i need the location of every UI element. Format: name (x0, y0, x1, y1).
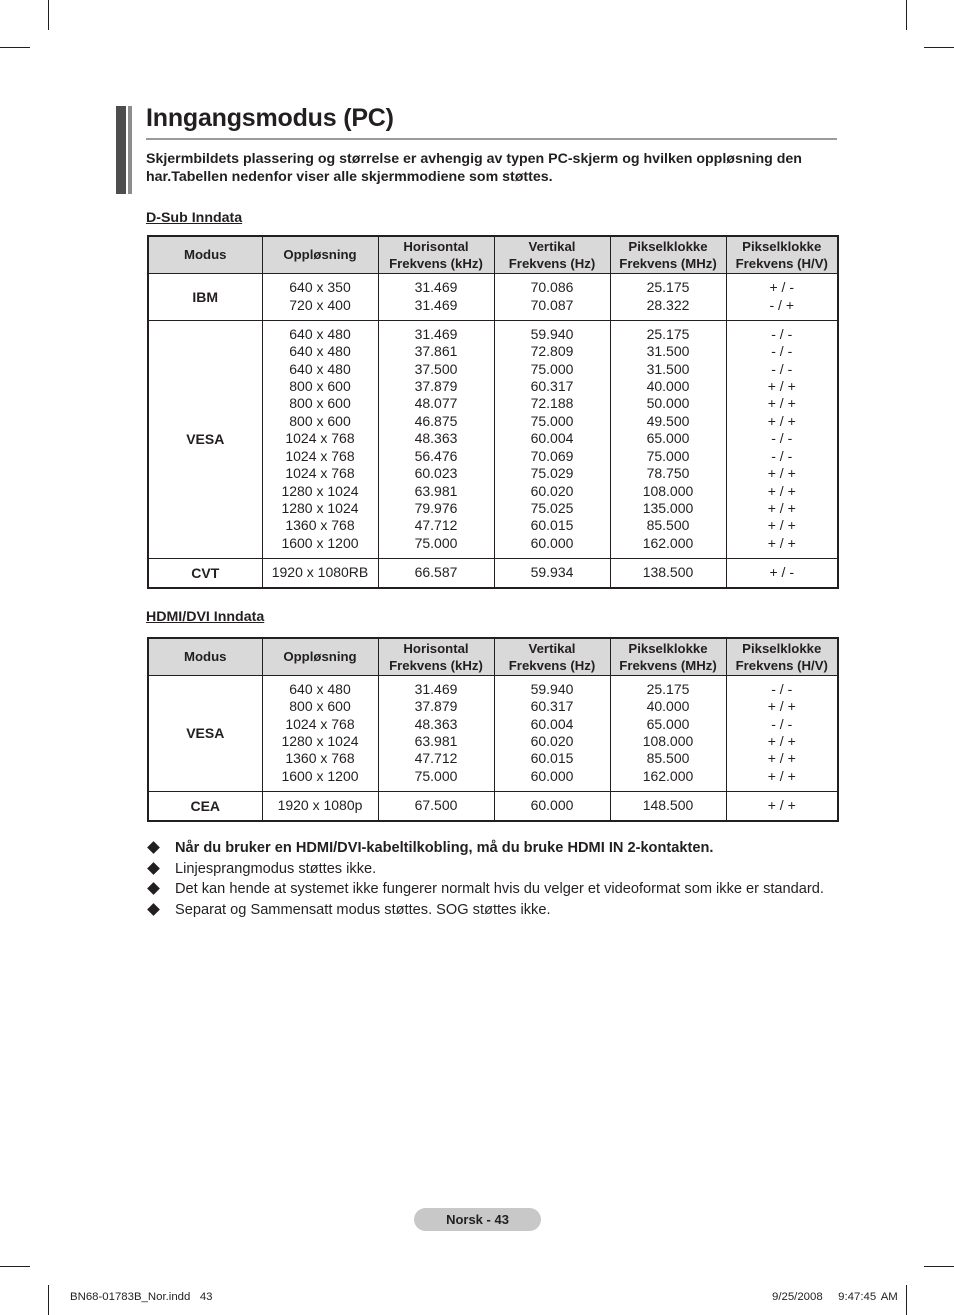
diamond-bullet-icon (147, 882, 160, 895)
cell-lines: 640 x 480 640 x 480 640 x 480 800 x 600 800 x 600 800 x 600 1024 x 768 1024 x 768 1024 x 768 1280 x 1024 1280 x 1024 1360 x 768 1600 x 1200 (281, 325, 359, 551)
resolution-cell (262, 320, 378, 558)
mode-cell: VESA (148, 320, 262, 558)
table-row (148, 558, 838, 588)
vertical-cell (494, 320, 610, 558)
polarity-cell (726, 791, 838, 821)
cell-lines: 1920 x 1080p (277, 797, 363, 814)
page-title: Inngangsmodus (PC) (146, 104, 394, 132)
pixel-clock-cell (610, 273, 726, 320)
resolution-cell (262, 558, 378, 588)
col-header-resolution: Oppløsning (262, 236, 378, 273)
col-header-polarity: Pikselklokke Frekvens (H/V) (726, 638, 838, 675)
cell-lines: 31.469 37.861 37.500 37.879 48.077 46.875 48.363 56.476 60.023 63.981 79.976 47.712 75.000 (414, 325, 458, 551)
list-item: Når du bruker en HDMI/DVI-kabeltilkobling, må du bruke HDMI IN 2-kontakten. (146, 838, 846, 859)
list-item: Det kan hende at systemet ikke fungerer normalt hvis du velger et videoformat som ikke er standard. (146, 879, 846, 900)
cell-lines: 59.940 72.809 75.000 60.317 72.188 75.000 60.004 70.069 75.029 60.020 75.025 60.015 60.000 (530, 325, 574, 551)
horizontal-cell (378, 558, 494, 588)
table-row (148, 791, 838, 821)
cell-lines: 59.934 (530, 564, 574, 581)
polarity-cell (726, 675, 838, 791)
list-item: Separat og Sammensatt modus støttes. SOG støttes ikke. (146, 900, 846, 921)
vertical-cell (494, 675, 610, 791)
mode-cell: VESA (148, 675, 262, 791)
cell-lines: 66.587 (414, 564, 458, 581)
mode-cell: CEA (148, 791, 262, 821)
dsub-section-label: D-Sub Inndata (146, 210, 243, 226)
cell-lines: 25.175 40.000 65.000 108.000 85.500 162.000 (642, 680, 694, 784)
table-row (148, 675, 838, 791)
cell-lines: 60.000 (530, 797, 574, 814)
cell-lines: + / - - / + (769, 279, 794, 313)
pixel-clock-cell (610, 675, 726, 791)
cell-lines: 67.500 (414, 797, 458, 814)
table-header-row (148, 236, 838, 273)
vertical-cell (494, 558, 610, 588)
intro-text: Skjermbildets plassering og størrelse er avhengig av typen PC-skjerm og hvilken oppløsning den har.Tabellen nedenfor viser alle skjermmodiene som støttes. (146, 151, 802, 185)
col-header-resolution: Oppløsning (262, 638, 378, 675)
crop-mark (0, 47, 30, 48)
col-header-vertical: Vertikal Frekvens (Hz) (494, 638, 610, 675)
cell-lines: 1920 x 1080RB (271, 564, 369, 581)
hdmi-section-label: HDMI/DVI Inndata (146, 609, 265, 625)
col-header-horizontal: Horisontal Frekvens (kHz) (378, 638, 494, 675)
cell-lines: 148.500 (642, 797, 694, 814)
cell-lines: 640 x 350 720 x 400 (289, 279, 351, 313)
pixel-clock-cell (610, 320, 726, 558)
crop-mark (906, 1285, 907, 1315)
title-accent-bars (116, 106, 133, 194)
table-row (148, 320, 838, 558)
cell-lines: 31.469 31.469 (414, 279, 458, 313)
horizontal-cell (378, 273, 494, 320)
diamond-bullet-icon (147, 862, 160, 875)
title-accent-bar-dark (116, 106, 126, 194)
col-header-pixel-clock: Pikselklokke Frekvens (MHz) (610, 638, 726, 675)
polarity-cell (726, 558, 838, 588)
table-row (148, 273, 838, 320)
title-divider (146, 138, 837, 140)
cell-lines: 25.175 31.500 31.500 40.000 50.000 49.500 65.000 75.000 78.750 108.000 135.000 85.500 162.000 (642, 325, 694, 551)
diamond-bullet-icon (147, 841, 160, 854)
mode-cell: CVT (148, 558, 262, 588)
resolution-cell (262, 675, 378, 791)
title-accent-bar-light (128, 106, 132, 194)
crop-mark (0, 1266, 30, 1267)
dsub-mode-table (147, 235, 839, 589)
col-header-horizontal: Horisontal Frekvens (kHz) (378, 236, 494, 273)
crop-mark (924, 47, 954, 48)
horizontal-cell (378, 675, 494, 791)
col-header-polarity: Pikselklokke Frekvens (H/V) (726, 236, 838, 273)
crop-mark (906, 0, 907, 30)
cell-lines: - / - - / - - / - + / + + / + + / + - / - - / - + / + + / + + / + + / + + / + (767, 325, 796, 551)
list-item: Linjesprangmodus støttes ikke. (146, 859, 846, 880)
resolution-cell (262, 273, 378, 320)
vertical-cell (494, 273, 610, 320)
cell-lines: - / - + / + - / - + / + + / + + / + (767, 680, 796, 784)
cell-lines: + / - (769, 564, 794, 581)
col-header-mode: Modus (148, 236, 262, 273)
table-header-row (148, 638, 838, 675)
page-number-badge: Norsk - 43 (414, 1208, 541, 1231)
notes-list (146, 838, 846, 920)
print-timestamp: 9/25/2008 9:47:45 AM (772, 1291, 898, 1303)
horizontal-cell (378, 791, 494, 821)
cell-lines: 31.469 37.879 48.363 63.981 47.712 75.000 (414, 680, 458, 784)
col-header-pixel-clock: Pikselklokke Frekvens (MHz) (610, 236, 726, 273)
pixel-clock-cell (610, 558, 726, 588)
mode-cell: IBM (148, 273, 262, 320)
cell-lines: 138.500 (642, 564, 694, 581)
crop-mark (48, 1285, 49, 1315)
crop-mark (48, 0, 49, 30)
cell-lines: + / + (767, 797, 796, 814)
cell-lines: 70.086 70.087 (530, 279, 574, 313)
col-header-vertical: Vertikal Frekvens (Hz) (494, 236, 610, 273)
cell-lines: 59.940 60.317 60.004 60.020 60.015 60.000 (530, 680, 574, 784)
diamond-bullet-icon (147, 903, 160, 916)
polarity-cell (726, 320, 838, 558)
pixel-clock-cell (610, 791, 726, 821)
hdmi-mode-table (147, 637, 839, 822)
polarity-cell (726, 273, 838, 320)
resolution-cell (262, 791, 378, 821)
horizontal-cell (378, 320, 494, 558)
crop-mark (924, 1266, 954, 1267)
cell-lines: 640 x 480 800 x 600 1024 x 768 1280 x 1024 1360 x 768 1600 x 1200 (281, 680, 359, 784)
cell-lines: 25.175 28.322 (646, 279, 690, 313)
vertical-cell (494, 791, 610, 821)
file-name: BN68-01783B_Nor.indd 43 (70, 1291, 213, 1303)
col-header-mode: Modus (148, 638, 262, 675)
